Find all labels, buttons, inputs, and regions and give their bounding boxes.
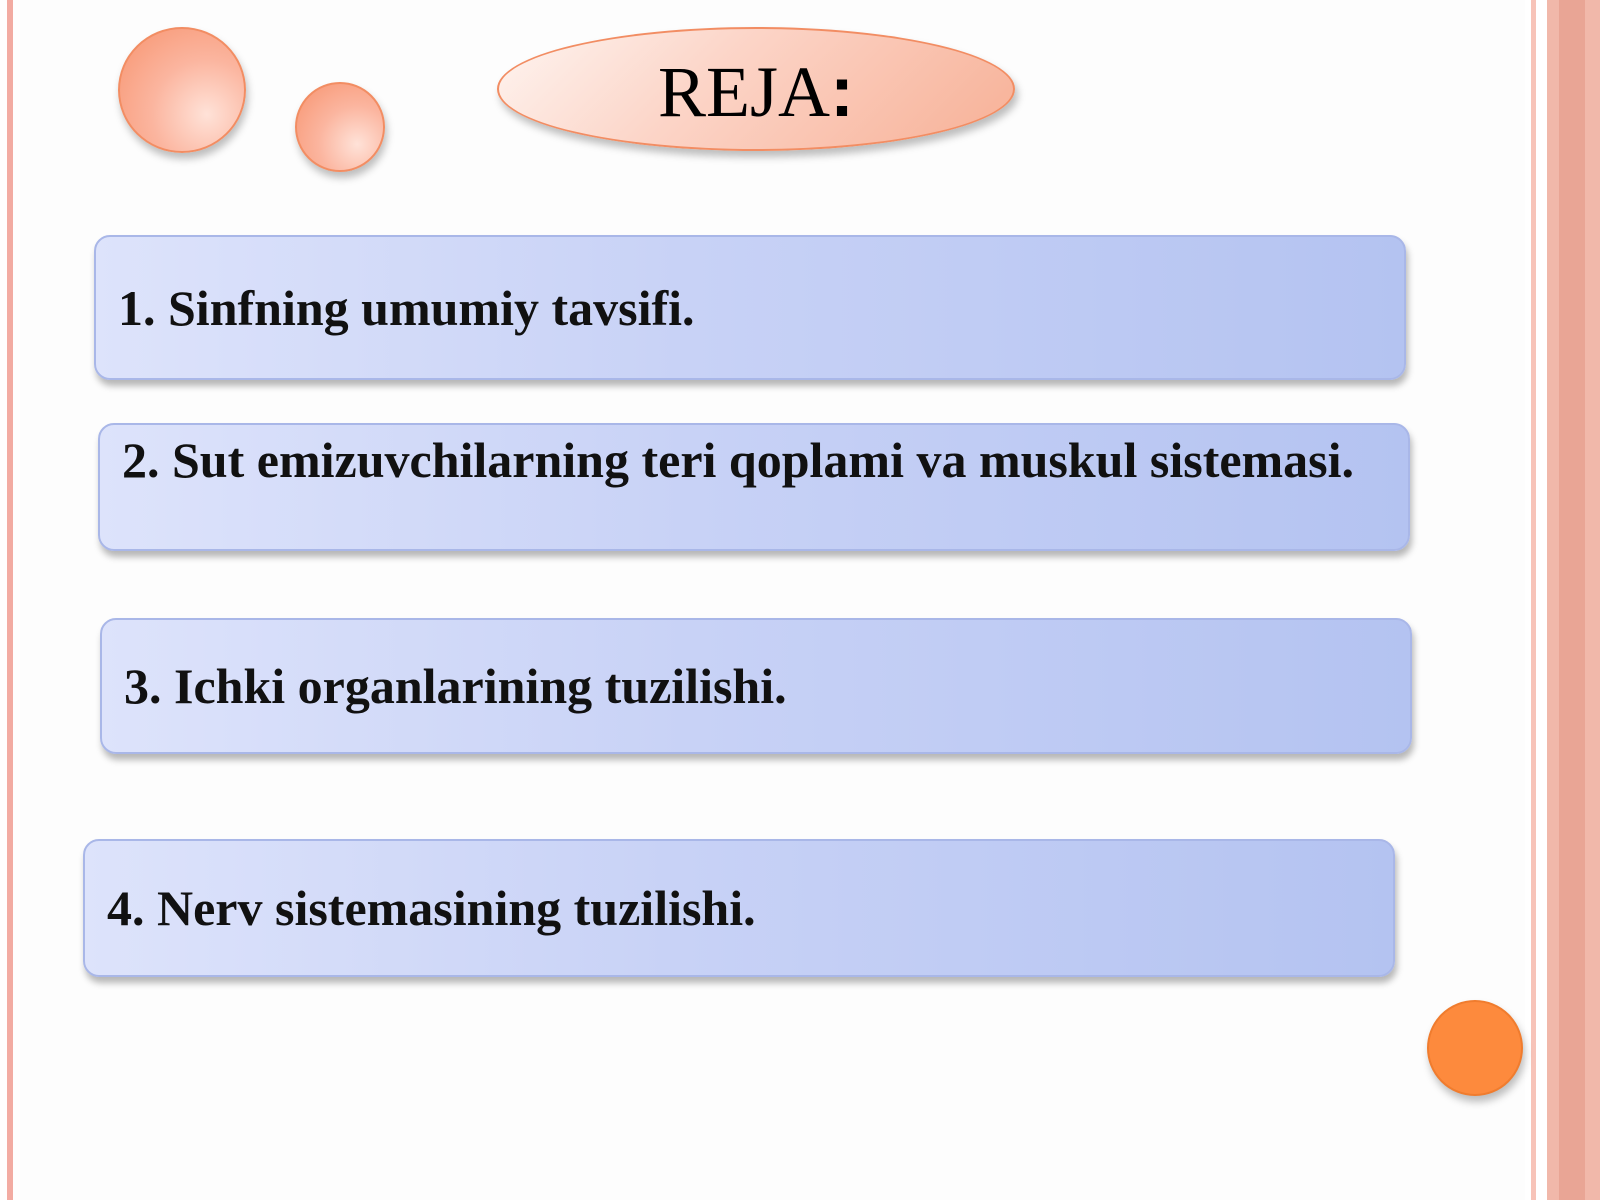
plan-item-4 bbox=[83, 839, 1395, 977]
plan-item-4-text: 4. Nerv sistemasining tuzilishi. bbox=[107, 880, 756, 936]
decorative-circle-large bbox=[118, 27, 246, 153]
slide-title-text: REJA bbox=[657, 52, 831, 132]
decorative-circle-small bbox=[295, 82, 385, 172]
slide-title-colon: : bbox=[830, 52, 854, 132]
plan-item-3 bbox=[100, 618, 1412, 754]
title-oval bbox=[497, 27, 1015, 151]
plan-item-1 bbox=[94, 235, 1406, 380]
decorative-circle-orange bbox=[1427, 1000, 1523, 1096]
left-border-stripe bbox=[0, 0, 20, 1200]
plan-item-3-text: 3. Ichki organlarining tuzilishi. bbox=[124, 658, 787, 714]
plan-item-2 bbox=[98, 423, 1410, 551]
right-border-stripe bbox=[1525, 0, 1600, 1200]
plan-item-2-text: 2. Sut emizuvchilarning teri qoplami va muskul sistemasi. bbox=[122, 432, 1355, 488]
plan-item-1-text: 1. Sinfning umumiy tavsifi. bbox=[118, 279, 695, 336]
slide-title bbox=[657, 52, 854, 132]
